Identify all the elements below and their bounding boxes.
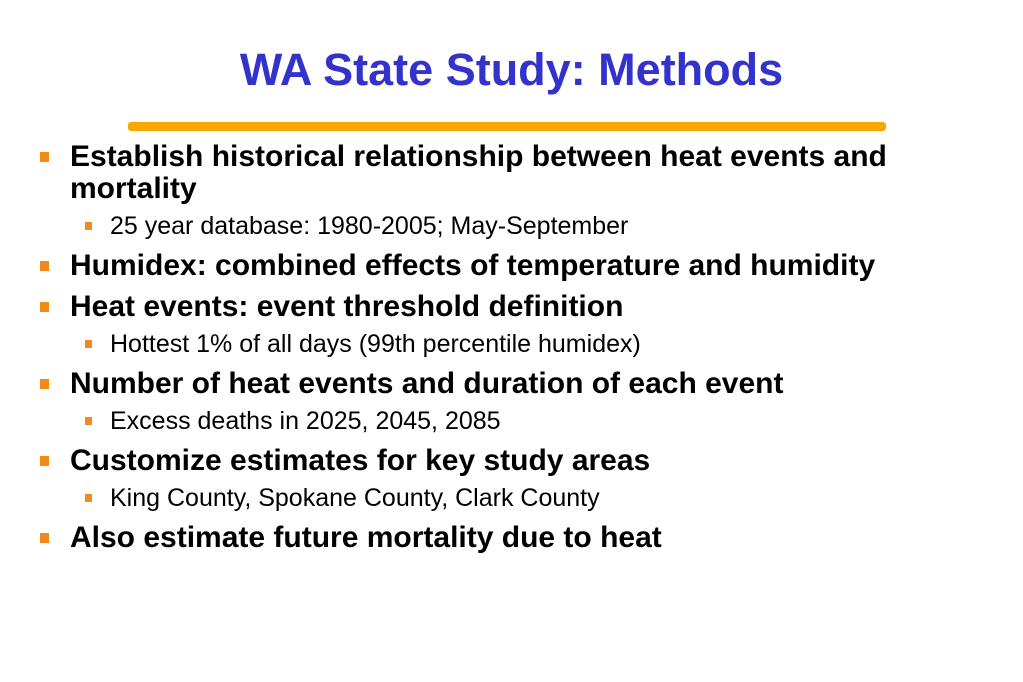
bullet-text: Customize estimates for key study areas xyxy=(70,444,651,477)
sub-bullet-text: 25 year database: 1980-2005; May-September xyxy=(110,212,629,240)
square-bullet-icon xyxy=(40,261,49,271)
square-bullet-icon xyxy=(40,533,49,543)
sub-bullet-text: King County, Spokane County, Clark County xyxy=(110,484,600,512)
bullet-text: Number of heat events and duration of each event xyxy=(70,367,784,400)
bullet-item xyxy=(0,247,970,288)
bullet-text: Establish historical relationship between heat events and mortality xyxy=(70,140,887,205)
square-bullet-icon xyxy=(40,152,49,162)
sub-bullet-text: Excess deaths in 2025, 2045, 2085 xyxy=(110,407,501,435)
sub-bullet-item xyxy=(0,406,1023,442)
square-bullet-icon xyxy=(85,494,92,502)
title-underline xyxy=(128,122,886,131)
square-bullet-icon xyxy=(40,456,49,466)
sub-bullet-item xyxy=(0,211,1023,247)
square-bullet-icon xyxy=(85,222,92,230)
bullet-text: Humidex: combined effects of temperature and humidity xyxy=(70,249,876,282)
square-bullet-icon xyxy=(40,302,49,312)
square-bullet-icon xyxy=(40,379,49,389)
bullet-item xyxy=(0,365,970,406)
bullet-item xyxy=(0,288,970,329)
bullet-text: Heat events: event threshold definition xyxy=(70,290,624,323)
square-bullet-icon xyxy=(85,417,92,425)
bullet-item xyxy=(0,442,970,483)
sub-bullet-item xyxy=(0,483,1023,519)
slide-title: WA State Study: Methods xyxy=(239,44,784,95)
sub-bullet-text: Hottest 1% of all days (99th percentile humidex) xyxy=(110,330,641,358)
sub-bullet-item xyxy=(0,329,1023,365)
bullet-item xyxy=(0,519,970,560)
square-bullet-icon xyxy=(85,340,92,348)
bullet-text: Also estimate future mortality due to heat xyxy=(70,521,662,554)
bullet-item xyxy=(0,138,970,211)
bullet-list xyxy=(0,138,1023,560)
